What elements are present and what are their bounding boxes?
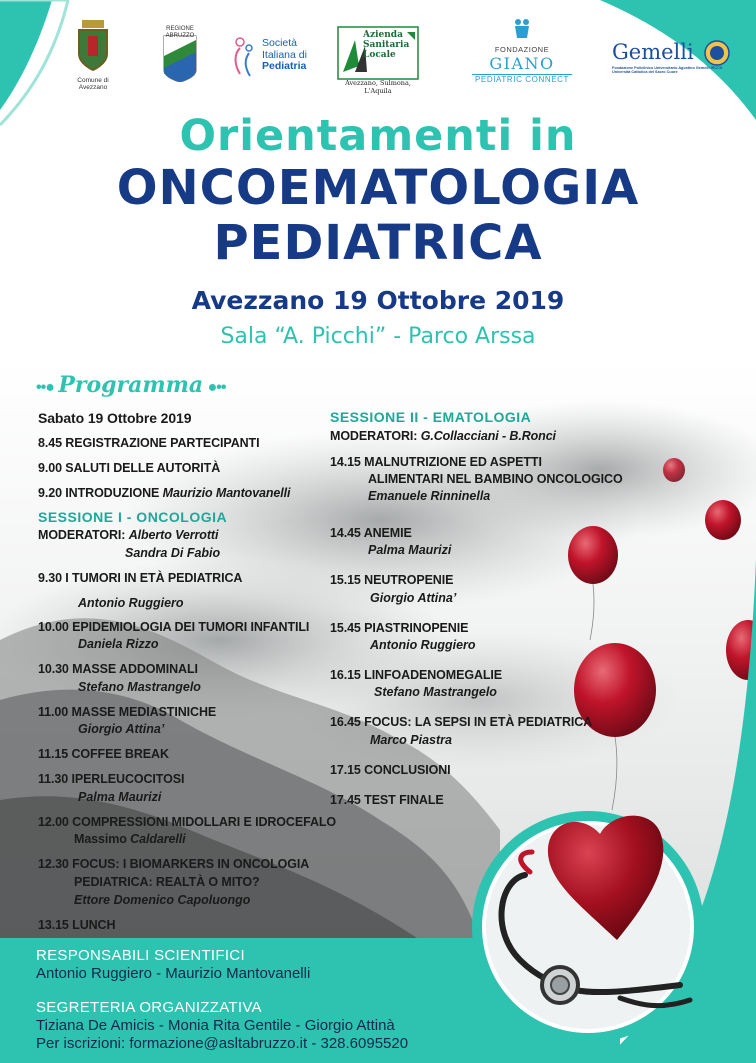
speaker-malnutrizione: Emanuele Rinninella	[368, 489, 491, 503]
speaker-anemie: Palma Maurizi	[368, 543, 452, 557]
title-oncoematologia: ONCOEMATOLOGIA	[116, 160, 640, 216]
item-conclusioni: 17.15 CONCLUSIONI	[330, 763, 451, 777]
speaker-tumori: Antonio Ruggiero	[78, 596, 184, 610]
program-heading: ••● Programma ●••	[36, 372, 226, 398]
responsabili-heading: RESPONSABILI SCIENTIFICI	[36, 947, 245, 964]
speaker-iperleucocitosi: Palma Maurizi	[78, 790, 162, 804]
title-orientamenti: Orientamenti in	[179, 111, 577, 161]
program-day: Sabato 19 Ottobre 2019	[38, 410, 192, 426]
segreteria-heading: SEGRETERIA ORGANIZZATIVA	[36, 999, 262, 1016]
speaker-biomarkers: Ettore Domenico Capoluongo	[74, 893, 251, 907]
speaker-linfoadenomegalie: Stefano Mastrangelo	[374, 685, 497, 699]
logo-avezzano: Comune di Avezzano	[66, 20, 120, 91]
item-neutropenie: 15.15 NEUTROPENIE	[330, 573, 454, 587]
logo-asl: Azienda Sanitaria Locale Avezzano, Sulmona, L'Aquila	[337, 26, 419, 92]
iscrizioni-contact: Per iscrizioni: formazione@asltabruzzo.it - 328.6095520	[36, 1035, 409, 1052]
gemelli-seal-icon	[704, 40, 730, 66]
item-test-finale: 17.45 TEST FINALE	[330, 793, 444, 807]
item-tumori: 9.30 I TUMORI IN ETÀ PEDIATRICA	[38, 571, 243, 585]
item-piastrinopenie: 15.45 PIASTRINOPENIE	[330, 621, 469, 635]
item-saluti: 9.00 SALUTI DELLE AUTORITÀ	[38, 461, 221, 475]
speaker-epidemiologia: Daniela Rizzo	[78, 637, 159, 651]
speaker-neutropenie: Giorgio Attina’	[370, 591, 457, 605]
moderators-2: MODERATORI: G.Collacciani - B.Ronci	[330, 429, 556, 443]
item-malnutrizione-line2: ALIMENTARI NEL BAMBINO ONCOLOGICO	[368, 472, 623, 486]
coat-of-arms-icon	[76, 20, 110, 72]
item-biomarkers-line1: 12.30 FOCUS: I BIOMARKERS IN ONCOLOGIA	[38, 857, 310, 871]
session-2-title: SESSIONE II - EMATOLOGIA	[330, 409, 532, 425]
item-masse-mediastiniche: 11.00 MASSE MEDIASTINICHE	[38, 705, 217, 719]
event-venue: Sala “A. Picchi” - Parco Arssa	[220, 324, 536, 349]
item-sepsi: 16.45 FOCUS: LA SEPSI IN ETÀ PEDIATRICA	[330, 715, 593, 729]
item-linfoadenomegalie: 16.15 LINFOADENOMEGALIE	[330, 668, 503, 682]
speaker-masse-mediastiniche: Giorgio Attina’	[78, 722, 165, 736]
item-epidemiologia: 10.00 EPIDEMIOLOGIA DEI TUMORI INFANTILI	[38, 620, 310, 634]
item-registrazione: 8.45 REGISTRAZIONE PARTECIPANTI	[38, 436, 260, 450]
item-iperleucocitosi: 11.30 IPERLEUCOCITOSI	[38, 772, 185, 786]
item-malnutrizione-line1: 14.15 MALNUTRIZIONE ED ASPETTI	[330, 455, 542, 469]
item-compressioni: 12.00 COMPRESSIONI MIDOLLARI E IDROCEFALO	[38, 815, 337, 829]
speaker-masse-addominali: Stefano Mastrangelo	[78, 680, 201, 694]
title-pediatrica: PEDIATRICA	[213, 215, 543, 271]
logo-regione-abruzzo: REGIONE ABRUZZO	[156, 22, 204, 87]
moderators-1-label: MODERATORI: Alberto Verrotti	[38, 528, 219, 542]
responsabili-names: Antonio Ruggiero - Maurizio Mantovanelli	[36, 965, 311, 982]
item-lunch: 13.15 LUNCH	[38, 918, 116, 932]
speaker-piastrinopenie: Antonio Ruggiero	[370, 638, 476, 652]
dots-right: ●••	[207, 379, 226, 396]
sip-figure-icon	[232, 36, 256, 80]
session-1-title: SESSIONE I - ONCOLOGIA	[38, 509, 228, 525]
moderator-2: Sandra Di Fabio	[125, 546, 221, 560]
balloon-icon	[705, 500, 741, 540]
dots-left: ••●	[36, 379, 54, 396]
item-biomarkers-line2: PEDIATRICA: REALTÀ O MITO?	[74, 875, 260, 889]
giano-figure-icon	[512, 18, 532, 40]
speaker-compressioni: Massimo Caldarelli	[74, 832, 186, 846]
logo-gemelli: Gemelli Fondazione Policlinico Universitario Agostino Gemelli IRCCS Università Cattolica del Sacro Cuore	[612, 40, 742, 74]
item-anemie: 14.45 ANEMIE	[330, 526, 412, 540]
item-coffee-break: 11.15 COFFEE BREAK	[38, 747, 169, 761]
event-date: Avezzano 19 Ottobre 2019	[191, 286, 565, 315]
heart-stethoscope-badge	[472, 811, 704, 1043]
balloon-icon	[663, 458, 685, 482]
speaker-sepsi: Marco Piastra	[370, 733, 452, 747]
item-masse-addominali: 10.30 MASSE ADDOMINALI	[38, 662, 198, 676]
logo-fondazione-giano: FONDAZIONE GIANO PEDIATRIC CONNECT	[462, 18, 582, 84]
item-introduzione: 9.20 INTRODUZIONE Maurizio Mantovanelli	[38, 486, 291, 500]
segreteria-names: Tiziana De Amicis - Monia Rita Gentile - Giorgio Attinà	[36, 1017, 395, 1034]
